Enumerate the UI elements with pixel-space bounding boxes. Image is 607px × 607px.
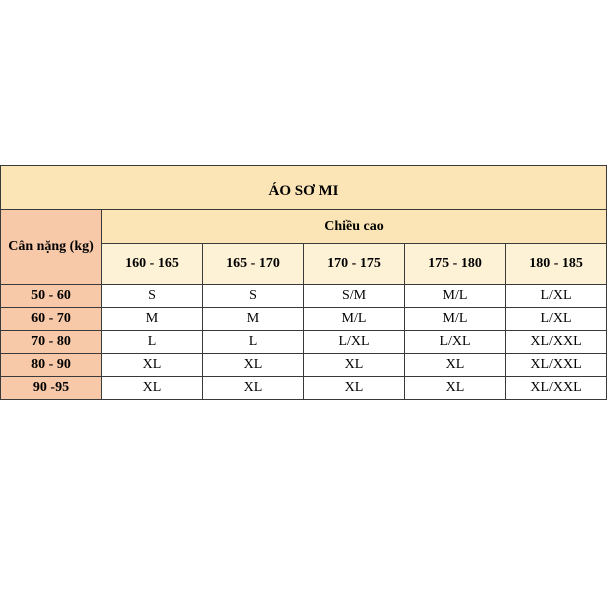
size-cell: XL/XXL — [506, 377, 607, 400]
size-cell: L/XL — [506, 285, 607, 308]
size-cell: M — [203, 308, 304, 331]
height-range: 175 - 180 — [405, 244, 506, 285]
header-row-1 — [1, 210, 607, 244]
size-cell: XL/XXL — [506, 354, 607, 377]
weight-header: Cân nặng (kg) — [1, 210, 102, 285]
height-range: 170 - 175 — [304, 244, 405, 285]
weight-range: 90 -95 — [1, 377, 102, 400]
table-row — [1, 308, 607, 331]
size-cell: L — [203, 331, 304, 354]
weight-range: 50 - 60 — [1, 285, 102, 308]
size-cell: M/L — [304, 308, 405, 331]
size-cell: XL — [304, 354, 405, 377]
weight-range: 70 - 80 — [1, 331, 102, 354]
height-header: Chiều cao — [102, 210, 607, 244]
table-row — [1, 354, 607, 377]
size-cell: S — [102, 285, 203, 308]
size-cell: M/L — [405, 308, 506, 331]
weight-range: 60 - 70 — [1, 308, 102, 331]
size-cell: XL — [102, 354, 203, 377]
table-title: ÁO SƠ MI — [1, 166, 607, 210]
size-cell: XL — [203, 354, 304, 377]
title-row — [1, 166, 607, 210]
size-cell: XL — [405, 354, 506, 377]
height-range: 165 - 170 — [203, 244, 304, 285]
size-table — [0, 165, 607, 400]
size-cell: XL — [102, 377, 203, 400]
size-cell: XL — [203, 377, 304, 400]
height-range: 160 - 165 — [102, 244, 203, 285]
size-cell: L — [102, 331, 203, 354]
size-cell: S — [203, 285, 304, 308]
size-cell: L/XL — [304, 331, 405, 354]
table-row — [1, 377, 607, 400]
size-cell: M/L — [405, 285, 506, 308]
weight-range: 80 - 90 — [1, 354, 102, 377]
size-cell: XL/XXL — [506, 331, 607, 354]
size-cell: XL — [405, 377, 506, 400]
height-range: 180 - 185 — [506, 244, 607, 285]
size-cell: L/XL — [506, 308, 607, 331]
size-cell: L/XL — [405, 331, 506, 354]
size-cell: S/M — [304, 285, 405, 308]
table-row — [1, 331, 607, 354]
table-row — [1, 285, 607, 308]
size-cell: M — [102, 308, 203, 331]
size-chart — [0, 165, 607, 400]
size-cell: XL — [304, 377, 405, 400]
